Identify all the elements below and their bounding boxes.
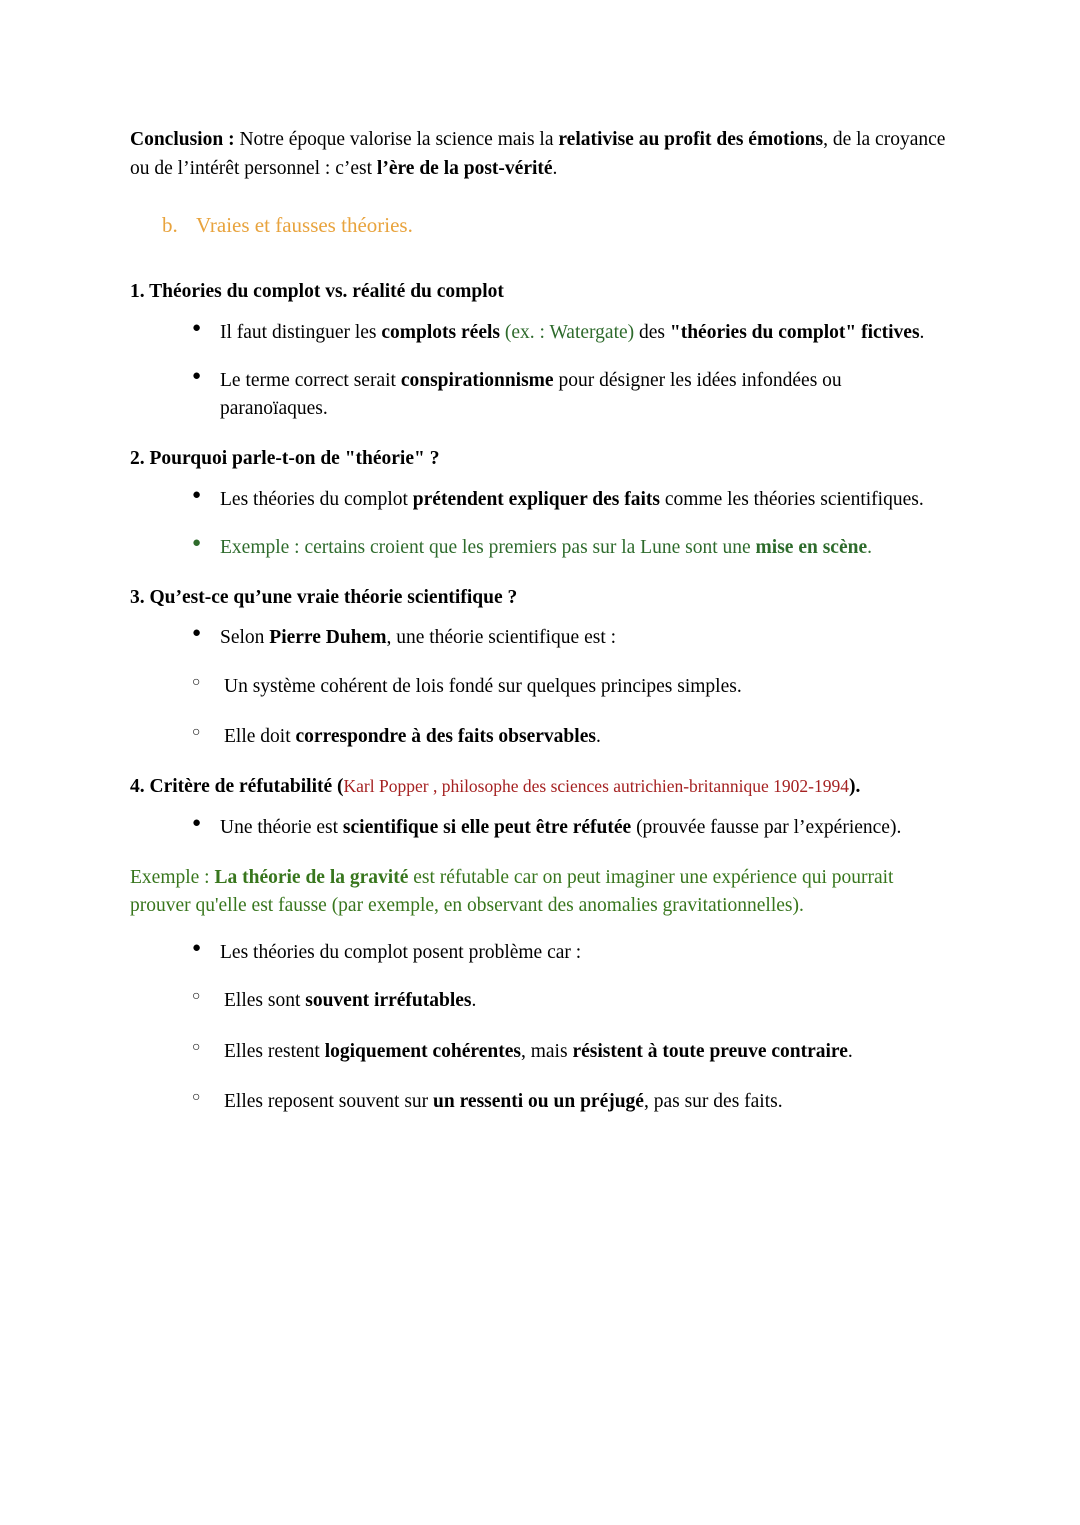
- text-run-bold: scientifique si elle peut être réfutée: [342, 816, 632, 838]
- conclusion-bold-2: l’ère de la post-vérité: [376, 157, 553, 179]
- text-run-bold: souvent irréfutables: [305, 990, 472, 1012]
- text-run: Il faut distinguer les: [220, 321, 382, 343]
- conclusion-text-2: , de la croyance ou de l’intérêt personnel : c’est: [130, 129, 946, 179]
- heading-2: 2. Pourquoi parle-t-on de "théorie" ?: [130, 448, 440, 470]
- conclusion-bold-1: relativise au profit des émotions: [558, 129, 824, 150]
- text-run-bold: logiquement cohérentes: [324, 1040, 521, 1062]
- text-run-bold: complots réels: [381, 321, 500, 343]
- text-run: comme les théories scientifiques.: [659, 488, 924, 510]
- text-run-bold: un ressenti ou un préjugé: [433, 1090, 644, 1112]
- section-heading-label: Vraies et fausses théories.: [196, 213, 413, 238]
- bullet-list-probleme: [130, 939, 950, 967]
- list-item: [192, 624, 950, 652]
- list-item: [192, 814, 950, 842]
- text-run-bold: résistent à toute preuve contraire: [572, 1040, 848, 1062]
- text-run: (prouvée fausse par l’expérience).: [631, 816, 902, 838]
- text-run-bold: conspirationnisme: [400, 369, 554, 391]
- text-run: Elles restent: [224, 1040, 325, 1062]
- list-item: [192, 673, 950, 701]
- text-run-green: (ex. : Watergate): [499, 321, 635, 343]
- list-item: [192, 367, 950, 424]
- text-run: .: [919, 321, 925, 343]
- sub-bullet-list-probleme: [130, 987, 950, 1116]
- sub-bullet-list-3: [130, 673, 950, 752]
- popper-note: Karl Popper , philosophe des sciences autrichien-britannique 1902-1994: [343, 776, 849, 797]
- heading-1: 1. Théories du complot vs. réalité du complot: [130, 281, 504, 303]
- text-run: , mais: [520, 1040, 573, 1062]
- bullet-list-3: [130, 624, 950, 652]
- text-run: des: [634, 321, 670, 343]
- list-item: [192, 1088, 950, 1116]
- heading-4-suffix: ).: [848, 776, 861, 798]
- section-heading-b: [130, 213, 950, 238]
- text-run-green: Exemple :: [130, 866, 215, 888]
- text-run: Les théories du complot: [220, 488, 413, 510]
- heading-4-prefix: 4. Critère de réfutabilité (: [130, 776, 344, 798]
- list-item: [192, 486, 950, 514]
- list-item: [192, 1038, 950, 1066]
- text-run: Le terme correct serait: [220, 369, 401, 391]
- list-item: [192, 534, 950, 562]
- text-run-green: .: [867, 536, 872, 558]
- text-run: pour désigner les idées infondées ou paranoïaques.: [220, 369, 842, 420]
- conclusion-text-3: .: [552, 157, 558, 179]
- heading-4: [130, 773, 950, 801]
- list-item: [192, 319, 950, 347]
- text-run: Une théorie est: [220, 816, 343, 838]
- text-run: Selon: [220, 627, 270, 649]
- text-run-bold: "théories du complot" fictives: [669, 321, 920, 343]
- conclusion-text-1: Notre époque valorise la science mais la: [234, 129, 559, 150]
- text-run: , pas sur des faits.: [643, 1090, 783, 1112]
- heading-3: 3. Qu’est-ce qu’une vraie théorie scientifique ?: [130, 587, 518, 609]
- text-run: .: [471, 990, 477, 1012]
- conclusion-label: Conclusion :: [130, 129, 235, 150]
- text-run-bold: Pierre Duhem: [269, 627, 387, 649]
- text-run: Les théories du complot posent problème car :: [220, 942, 582, 964]
- document-body: [130, 126, 950, 1138]
- text-run: Un système cohérent de lois fondé sur quelques principes simples.: [224, 675, 742, 697]
- text-run-bold: correspondre à des faits observables: [295, 725, 596, 747]
- example-gravity-paragraph: [130, 864, 950, 921]
- bullet-list-1: [130, 319, 950, 424]
- list-item: [192, 987, 950, 1015]
- conclusion-paragraph: [130, 126, 950, 183]
- text-run: Elles sont: [224, 990, 306, 1012]
- list-item: [192, 723, 950, 751]
- text-run: .: [595, 725, 601, 747]
- section-marker: b.: [162, 213, 178, 238]
- text-run-green-bold: mise en scène: [755, 536, 868, 558]
- text-run: .: [847, 1040, 853, 1062]
- text-run-green: est réfutable car on peut imaginer une expérience qui pourrait prouver qu'elle est fausse (par exemple, en observant des anomalies gravitationnelles).: [130, 866, 894, 917]
- bullet-list-2: [130, 486, 950, 563]
- text-run-green-bold: La théorie de la gravité: [214, 866, 409, 888]
- bullet-list-4: [130, 814, 950, 842]
- text-run: Elles reposent souvent sur: [224, 1090, 434, 1112]
- text-run: , une théorie scientifique est :: [386, 627, 617, 649]
- text-run-bold: prétendent expliquer des faits: [412, 488, 660, 510]
- list-item: [192, 939, 950, 967]
- text-run: Elle doit: [224, 725, 296, 747]
- text-run-green: Exemple : certains croient que les premiers pas sur la Lune sont une: [220, 536, 756, 558]
